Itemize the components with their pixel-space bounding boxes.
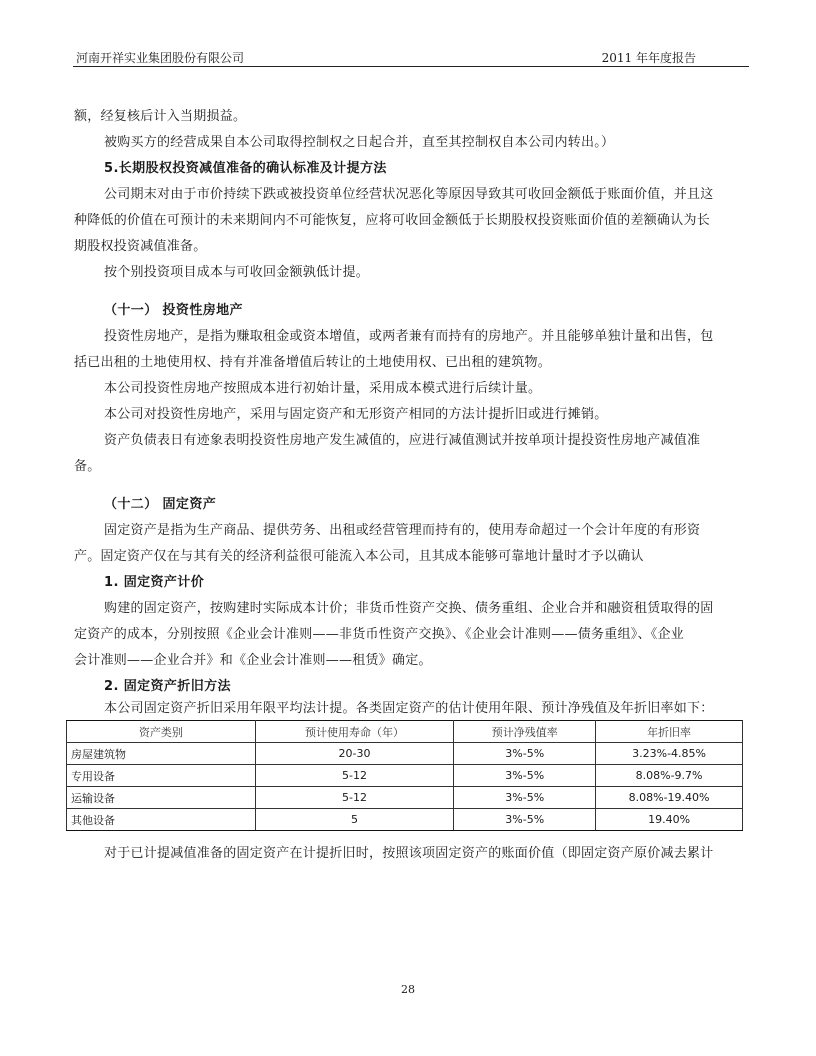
subsection-heading: 2. 固定资产折旧方法 bbox=[104, 679, 231, 694]
table-row bbox=[67, 743, 743, 765]
header-company: 河南开祥实业集团股份有限公司 bbox=[76, 51, 245, 65]
table-cell: 运输设备 bbox=[67, 787, 256, 809]
section-heading: （十一） 投资性房地产 bbox=[104, 303, 243, 318]
paragraph: 备。 bbox=[74, 459, 101, 474]
header-report-title: 2011 年年度报告 bbox=[601, 51, 696, 65]
paragraph: 资产负债表日有迹象表明投资性房地产发生减值的，应进行减值测试并按单项计提投资性房地产减值准 bbox=[104, 433, 701, 448]
table-cell: 3.23%-4.85% bbox=[596, 743, 743, 765]
table-row bbox=[67, 787, 743, 809]
table-cell: 5-12 bbox=[255, 787, 454, 809]
paragraph: 本公司固定资产折旧采用年限平均法计提。各类固定资产的估计使用年限、预计净残值及年折旧率如下： bbox=[104, 701, 714, 716]
table-cell: 19.40% bbox=[596, 809, 743, 831]
paragraph: 期股权投资减值准备。 bbox=[74, 239, 207, 254]
depreciation-table bbox=[66, 720, 743, 831]
paragraph: 本公司对投资性房地产，采用与固定资产和无形资产相同的方法计提折旧或进行摊销。 bbox=[104, 407, 608, 422]
column-header: 资产类别 bbox=[67, 721, 256, 743]
table-cell: 5 bbox=[255, 809, 454, 831]
paragraph: 被购买方的经营成果自本公司取得控制权之日起合并，直至其控制权自本公司内转出。） bbox=[104, 135, 615, 150]
table-cell: 8.08%-19.40% bbox=[596, 787, 743, 809]
table-cell: 专用设备 bbox=[67, 765, 256, 787]
column-header: 年折旧率 bbox=[596, 721, 743, 743]
table-row bbox=[67, 809, 743, 831]
table-cell: 其他设备 bbox=[67, 809, 256, 831]
page-number: 28 bbox=[401, 983, 415, 996]
table-row bbox=[67, 765, 743, 787]
paragraph: 本公司投资性房地产按照成本进行初始计量，采用成本模式进行后续计量。 bbox=[104, 381, 542, 396]
subsection-heading: 1. 固定资产计价 bbox=[104, 575, 205, 590]
page-body bbox=[71, 104, 746, 867]
section-heading: （十二） 固定资产 bbox=[104, 497, 217, 512]
table-cell: 3%-5% bbox=[454, 787, 596, 809]
table-cell: 20-30 bbox=[255, 743, 454, 765]
paragraph: 定资产的成本，分别按照《企业会计准则——非货币性资产交换》、《企业会计准则——债务重组》、《企业 bbox=[74, 627, 685, 642]
paragraph: 会计准则——企业合并》和《企业会计准则——租赁》确定。 bbox=[74, 653, 432, 668]
column-header: 预计使用寿命（年） bbox=[255, 721, 454, 743]
paragraph: 对于已计提减值准备的固定资产在计提折旧时，按照该项固定资产的账面价值（即固定资产原价减去累计 bbox=[104, 846, 714, 861]
paragraph: 固定资产是指为生产商品、提供劳务、出租或经营管理而持有的，使用寿命超过一个会计年度的有形资 bbox=[104, 523, 701, 538]
table-cell: 8.08%-9.7% bbox=[596, 765, 743, 787]
paragraph: 产。固定资产仅在与其有关的经济利益很可能流入本公司，且其成本能够可靠地计量时才予以确认 bbox=[74, 549, 644, 564]
section-heading: 5.长期股权投资减值准备的确认标准及计提方法 bbox=[104, 161, 387, 176]
column-header: 预计净残值率 bbox=[454, 721, 596, 743]
table-cell: 3%-5% bbox=[454, 809, 596, 831]
paragraph: 公司期末对由于市价持续下跌或被投资单位经营状况恶化等原因导致其可收回金额低于账面价值，并且这 bbox=[104, 187, 714, 202]
table-cell: 3%-5% bbox=[454, 765, 596, 787]
paragraph: 按个别投资项目成本与可收回金额孰低计提。 bbox=[104, 265, 370, 280]
header-rule bbox=[73, 66, 749, 67]
table-cell: 5-12 bbox=[255, 765, 454, 787]
paragraph: 投资性房地产，是指为赚取租金或资本增值，或两者兼有而持有的房地产。并且能够单独计量和出售，包 bbox=[104, 329, 714, 344]
paragraph: 括已出租的土地使用权、持有并准备增值后转让的土地使用权、已出租的建筑物。 bbox=[74, 355, 552, 370]
table-cell: 房屋建筑物 bbox=[67, 743, 256, 765]
paragraph: 额，经复核后计入当期损益。 bbox=[74, 109, 247, 124]
paragraph: 种降低的价值在可预计的未来期间内不可能恢复，应将可收回金额低于长期股权投资账面价值的差额确认为长 bbox=[74, 213, 711, 228]
paragraph: 购建的固定资产，按购建时实际成本计价；非货币性资产交换、债务重组、企业合并和融资租赁取得的固 bbox=[104, 601, 714, 616]
table-cell: 3%-5% bbox=[454, 743, 596, 765]
table-header-row bbox=[67, 721, 743, 743]
